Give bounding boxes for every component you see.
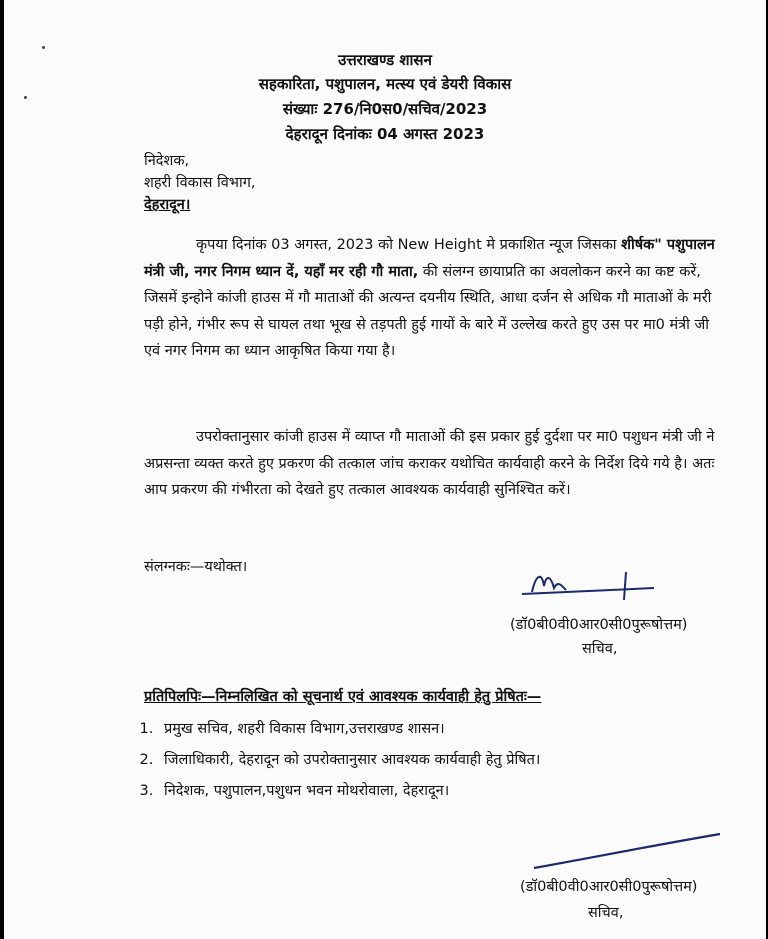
addressee-designation: निदेशक, <box>144 153 190 169</box>
addressee-city: देहरादून। <box>144 197 191 213</box>
letter-date: देहरादून दिनांकः 04 अगस्त 2023 <box>285 125 485 143</box>
letter-page <box>4 0 766 939</box>
list-item: 1. प्रमुख सचिव, शहरी विकास विभाग,उत्तराखण्ड शासन। <box>158 714 540 745</box>
department-heading: सहकारिता, पशुपालन, मत्स्य एवं डेयरी विकास <box>258 75 512 93</box>
list-item: 2. जिलाधिकारी, देहरादून को उपरोक्तानुसार आवश्यक कार्यवाही हेतु प्रेषित। <box>158 745 540 776</box>
addressee-department: शहरी विकास विभाग, <box>144 175 256 191</box>
reference-number: संख्याः 276/नि0स0/सचिव/2023 <box>282 100 488 118</box>
copy-to-heading: प्रतिपिलपिः—निम्नलिखित को सूचनार्थ एवं आवश्यक कार्यवाही हेतु प्रेषितः— <box>144 689 542 705</box>
body-paragraph-2: उपरोक्तानुसार कांजी हाउस में व्याप्त गौ माताओं की इस प्रकार हुई दुर्दशा पर मा0 पशुधन मंत्री जी ने अप्रसन्ता व्यक्त करते हुए प्रकरण की तत्काल जांच कराकर यथोचित कार्यवाही करने के निर्देश दिये गये है। अतः आप प्रकरण की गंभीरता को देखते हुए तत्काल आवश्यक कार्यवाही सुनिश्चित करें। <box>144 429 715 498</box>
p1-text-end: की संलग्न छायाप्रति का अवलोकन करने का कष्ट करें, जिसमें इन्होने कांजी हाउस में गौ माताओं की अत्यन्त दयनीय स्थिति, आधा दर्जन से अधिक गौ माताओं के मरी पड़ी होने, गंभीर रूप से घायल तथा भूख से तड़पती हुई गायों के बारे में उल्लेख करते हुए उस पर मा0 मंत्री जी एवं नगर निगम का ध्यान आकृषित किया गया है। <box>144 263 712 359</box>
signatory-title: सचिव, <box>582 641 618 657</box>
signature-mark-2 <box>530 828 730 874</box>
enclosure-note: संलग्नकः—यथोक्त। <box>144 559 248 575</box>
signatory-name: (डॉ0बी0वी0आर0सी0पुरूषोत्तम) <box>510 617 688 633</box>
govt-heading: उत्तराखण्ड शासन <box>338 51 432 69</box>
signature-mark <box>514 566 664 606</box>
copy-recipient-list <box>136 714 540 807</box>
signatory-title-2: सचिव, <box>588 905 624 921</box>
scan-speck <box>42 46 45 49</box>
p1-text-start: कृपया दिनांक 03 अगस्त, 2023 को New Height मे प्रकाशित न्यूज जिसका <box>196 237 622 253</box>
signatory-name-2: (डॉ0बी0वी0आर0सी0पुरूषोत्तम) <box>520 879 698 895</box>
list-item: 3. निदेशक, पशुपालन,पशुधन भवन मोथरोवाला, देहरादून। <box>158 776 540 807</box>
body-paragraph-1 <box>144 232 719 365</box>
news-headline: शीर्षक" पशुपालन मंत्री जी, नगर निगम ध्यान दें, यहाँ मर रही गौ माता, <box>144 237 715 280</box>
